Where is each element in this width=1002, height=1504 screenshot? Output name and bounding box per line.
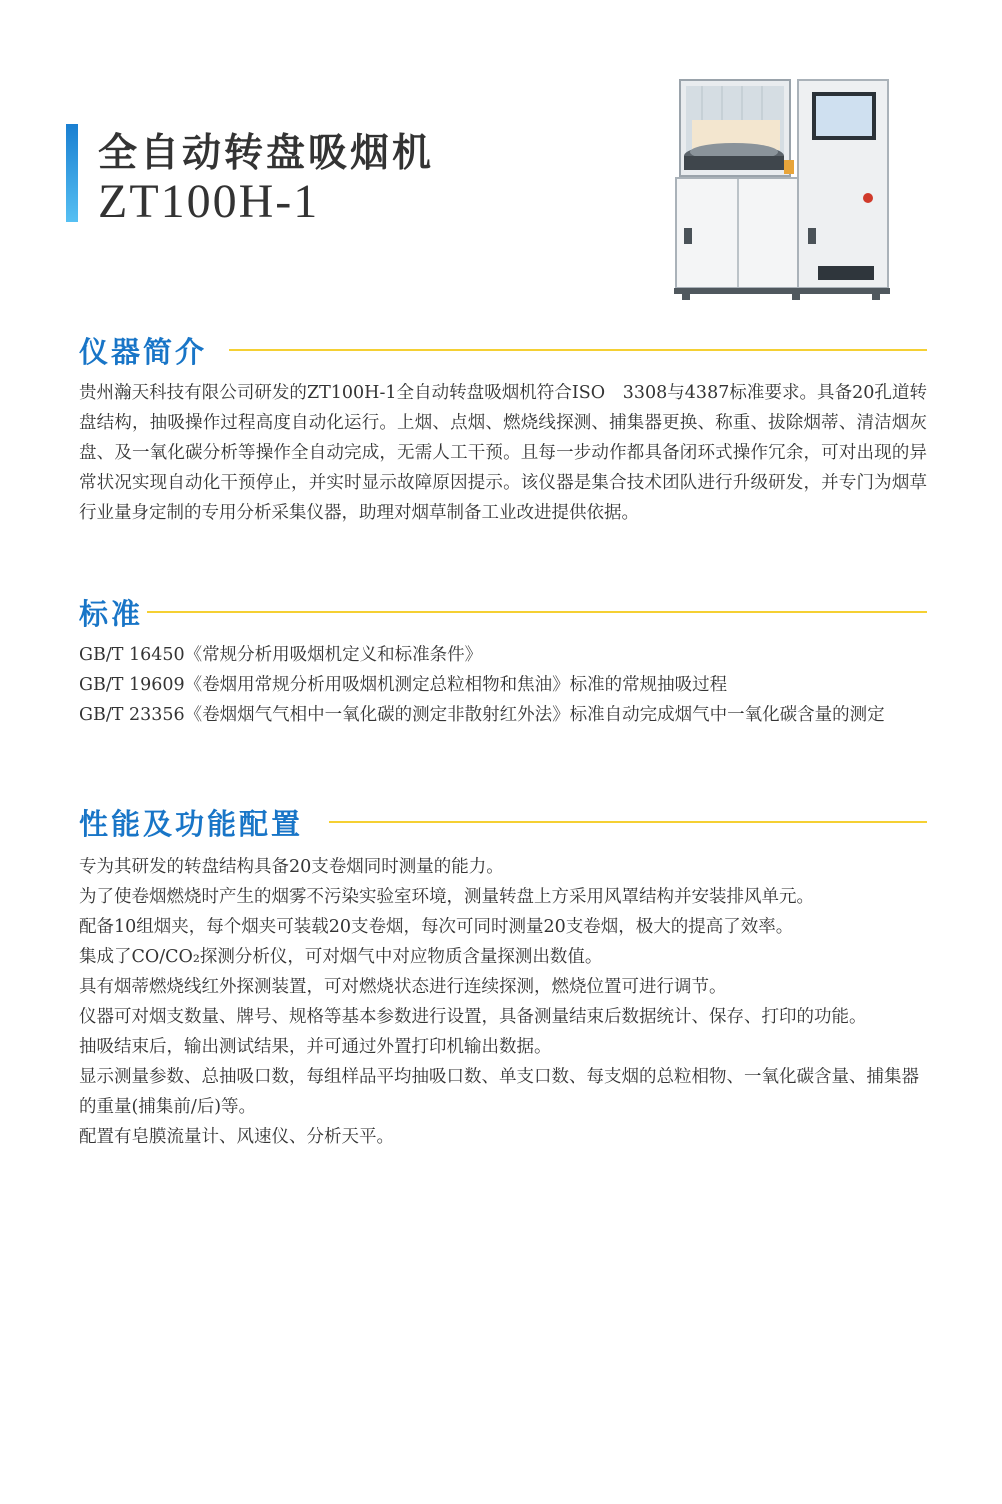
section-heading-features	[79, 802, 927, 842]
section-title: 标准	[79, 596, 144, 631]
list-item: 显示测量参数、总抽吸口数，每组样品平均抽吸口数、单支口数、每支烟的总粒相物、一氧化碳含量、捕集器的重量(捕集前/后)等。	[79, 1067, 919, 1117]
section-divider	[229, 349, 927, 351]
product-title: 全自动转盘吸烟机	[98, 131, 435, 176]
list-item: 抽吸结束后，输出测试结果，并可通过外置打印机输出数据。	[79, 1037, 552, 1057]
features-list	[79, 852, 927, 1152]
list-item: GB/T 19609《卷烟用常规分析用吸烟机测定总粒相物和焦油》标准的常规抽吸过程	[79, 675, 728, 695]
section-title: 性能及功能配置	[79, 806, 304, 841]
list-item: 仪器可对烟支数量、牌号、规格等基本参数进行设置，具备测量结束后数据统计、保存、打印的功能。	[79, 1007, 867, 1027]
title-accent-bar	[66, 124, 78, 222]
standards-list	[79, 640, 927, 730]
section-heading-standards	[79, 592, 927, 632]
list-item: 为了使卷烟燃烧时产生的烟雾不污染实验室环境，测量转盘上方采用风罩结构并安装排风单元。	[79, 887, 814, 907]
list-item: 配置有皂膜流量计、风速仪、分析天平。	[79, 1127, 394, 1147]
section-divider	[147, 611, 927, 613]
product-model: ZT100H-1	[98, 175, 320, 228]
list-item: 配备10组烟夹，每个烟夹可装载20支卷烟，每次可同时测量20支卷烟，极大的提高了效率。	[79, 917, 794, 937]
section-heading-intro	[79, 330, 927, 370]
section-title: 仪器简介	[79, 334, 208, 369]
intro-paragraph: 贵州瀚天科技有限公司研发的ZT100H-1全自动转盘吸烟机符合ISO 3308与4387标准要求。具备20孔道转盘结构，抽吸操作过程高度自动化运行。上烟、点烟、燃烧线探测、捕集器更换、称重、拔除烟蒂、清洁烟灰盘、及一氧化碳分析等操作全自动完成，无需人工干预。且每一步动作都具备闭环式操作冗余，可对出现的异常状况实现自动化干预停止，并实时显示故障原因提示。该仪器是集合技术团队进行升级研发，并专门为烟草行业量身定制的专用分析采集仪器，助理对烟草制备工业改进提供依据。	[79, 383, 927, 523]
list-item: GB/T 23356《卷烟烟气气相中一氧化碳的测定非散射红外法》标准自动完成烟气中一氧化碳含量的测定	[79, 705, 885, 725]
list-item: 专为其研发的转盘结构具备20支卷烟同时测量的能力。	[79, 857, 504, 877]
list-item: 集成了CO/CO₂探测分析仪，可对烟气中对应物质含量探测出数值。	[79, 947, 603, 967]
list-item: GB/T 16450《常规分析用吸烟机定义和标准条件》	[79, 645, 483, 665]
machine-image	[672, 78, 894, 302]
section-divider	[329, 821, 927, 823]
list-item: 具有烟蒂燃烧线红外探测装置，可对燃烧状态进行连续探测，燃烧位置可进行调节。	[79, 977, 727, 997]
